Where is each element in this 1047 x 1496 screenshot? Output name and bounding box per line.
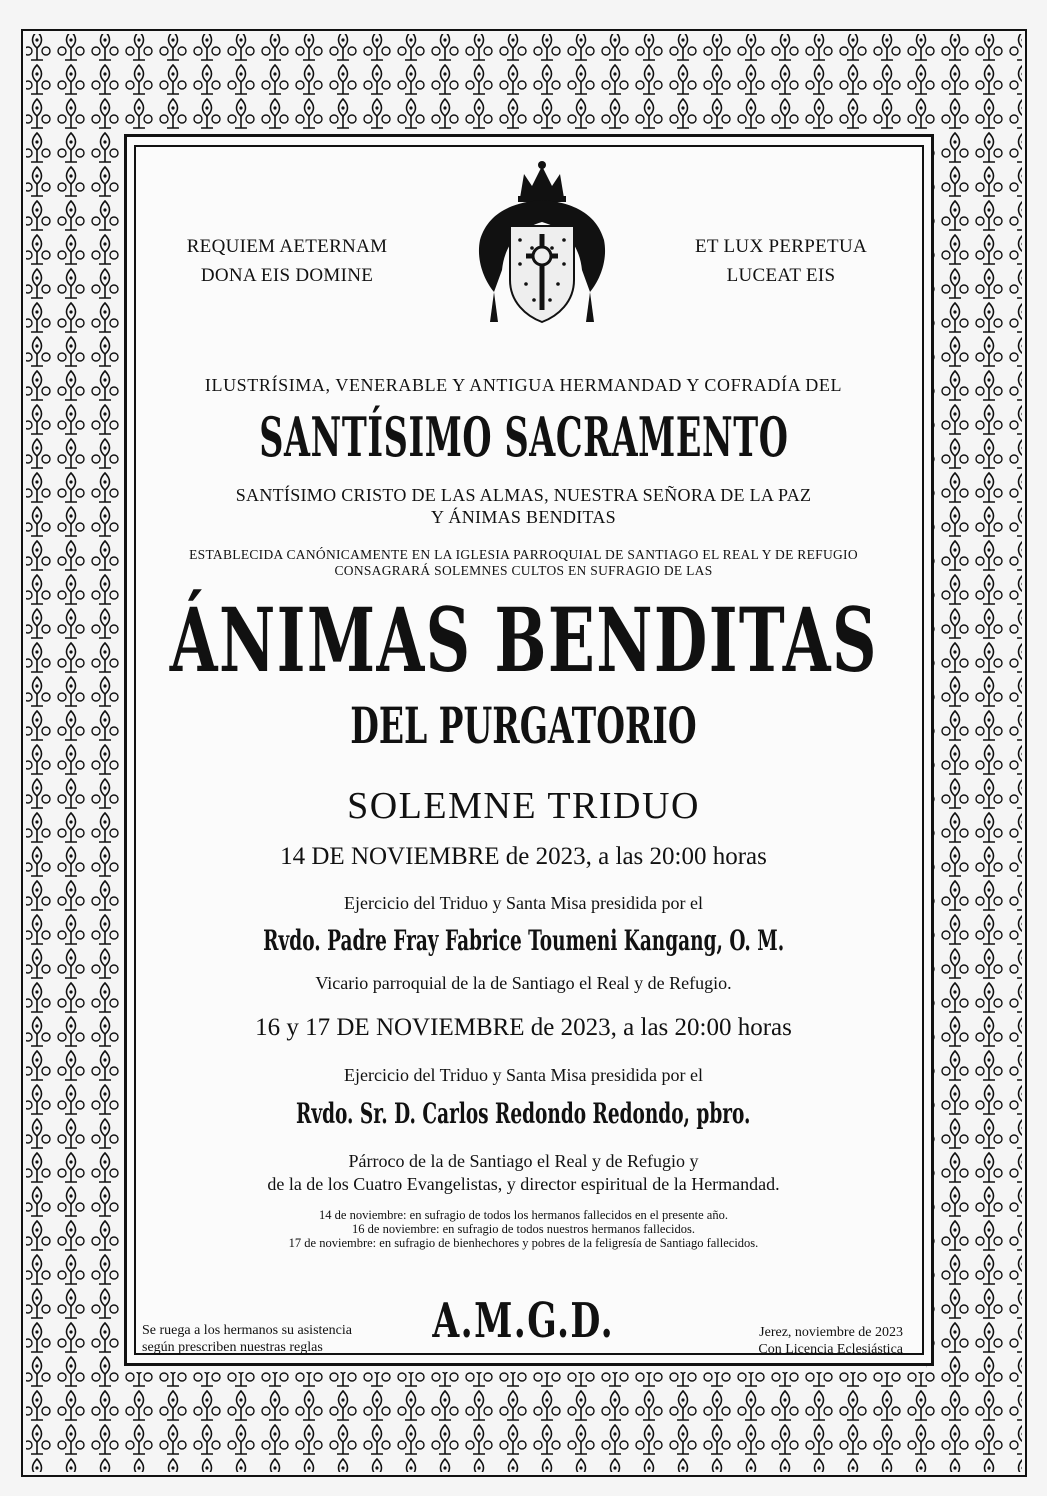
footer-left bbox=[142, 1322, 352, 1356]
main-subtitle-wrap bbox=[0, 696, 1047, 755]
header-right-line1: ET LUX PERPETUA bbox=[695, 236, 867, 257]
day1-date: 14 DE NOVIEMBRE de 2023, a las 20:00 horas bbox=[280, 843, 767, 870]
day1-intro: Ejercicio del Triduo y Santa Misa presidida por el bbox=[344, 893, 703, 913]
footer-right bbox=[758, 1324, 903, 1358]
main-title-wrap bbox=[0, 588, 1047, 692]
established-line1: ESTABLECIDA CANÓNICAMENTE EN LA IGLESIA PARROQUIAL DE SANTIAGO EL REAL Y DE REFUGIO bbox=[189, 547, 858, 562]
intention-item: 16 de noviembre: en sufragio de todos nuestros hermanos fallecidos. bbox=[352, 1222, 695, 1236]
day2-role-line2: de la de los Cuatro Evangelistas, y director espiritual de la Hermandad. bbox=[267, 1174, 780, 1194]
day2-date: 16 y 17 DE NOVIEMBRE de 2023, a las 20:00 horas bbox=[255, 1014, 792, 1041]
header-right bbox=[666, 232, 896, 290]
day2-celebrant-wrap bbox=[0, 1097, 1047, 1130]
brotherhood-subtitle-line2: Y ÁNIMAS BENDITAS bbox=[431, 507, 616, 527]
day1-celebrant: Rvdo. Padre Fray Fabrice Toumeni Kangang, O. M. bbox=[263, 924, 784, 957]
brotherhood-prefix: ILUSTRÍSIMA, VENERABLE Y ANTIGUA HERMANDAD Y COFRADÍA DEL bbox=[204, 375, 843, 395]
day1-role: Vicario parroquial de la de Santiago el Real y de Refugio. bbox=[315, 973, 732, 993]
header-left-line2: DONA EIS DOMINE bbox=[200, 265, 374, 286]
motto: A.M.G.D. bbox=[432, 1293, 615, 1349]
main-title: ÁNIMAS BENDITAS bbox=[169, 588, 878, 692]
day2-celebrant: Rvdo. Sr. D. Carlos Redondo Redondo, pbro. bbox=[296, 1097, 751, 1130]
intentions-list bbox=[0, 1208, 1047, 1250]
established-line2: CONSAGRARÁ SOLEMNES CULTOS EN SUFRAGIO DE LAS bbox=[334, 563, 713, 578]
coat-of-arms-icon bbox=[474, 160, 610, 350]
header-left-line1: REQUIEM AETERNAM bbox=[186, 236, 388, 257]
brotherhood-name: SANTÍSIMO SACRAMENTO bbox=[258, 405, 789, 469]
footer-left-line1: Se ruega a los hermanos su asistencia bbox=[142, 1323, 352, 1338]
brotherhood-subtitle bbox=[0, 484, 1047, 528]
day2-intro: Ejercicio del Triduo y Santa Misa presidida por el bbox=[344, 1065, 703, 1085]
day1-celebrant-wrap bbox=[0, 924, 1047, 957]
header-right-line2: LUCEAT EIS bbox=[726, 265, 836, 286]
footer-right-line1: Jerez, noviembre de 2023 bbox=[759, 1325, 903, 1340]
brotherhood-subtitle-line1: SANTÍSIMO CRISTO DE LAS ALMAS, NUESTRA SEÑORA DE LA PAZ bbox=[235, 485, 812, 505]
day2-role bbox=[0, 1150, 1047, 1196]
event-title: SOLEMNE TRIDUO bbox=[347, 785, 700, 827]
main-subtitle: DEL PURGATORIO bbox=[350, 696, 697, 755]
intention-item: 14 de noviembre: en sufragio de todos los hermanos fallecidos en el presente año. bbox=[319, 1208, 728, 1222]
footer-left-line2: según prescriben nuestras reglas bbox=[142, 1340, 323, 1355]
established-text bbox=[0, 547, 1047, 579]
brotherhood-name-wrap bbox=[0, 405, 1047, 469]
intention-item: 17 de noviembre: en sufragio de bienhechores y pobres de la feligresía de Santiago fallecidos. bbox=[288, 1236, 759, 1250]
footer-right-line2: Con Licencia Eclesiástica bbox=[758, 1342, 903, 1357]
header-left bbox=[172, 232, 402, 290]
day2-role-line1: Párroco de la de Santiago el Real y de Refugio y bbox=[348, 1151, 699, 1171]
